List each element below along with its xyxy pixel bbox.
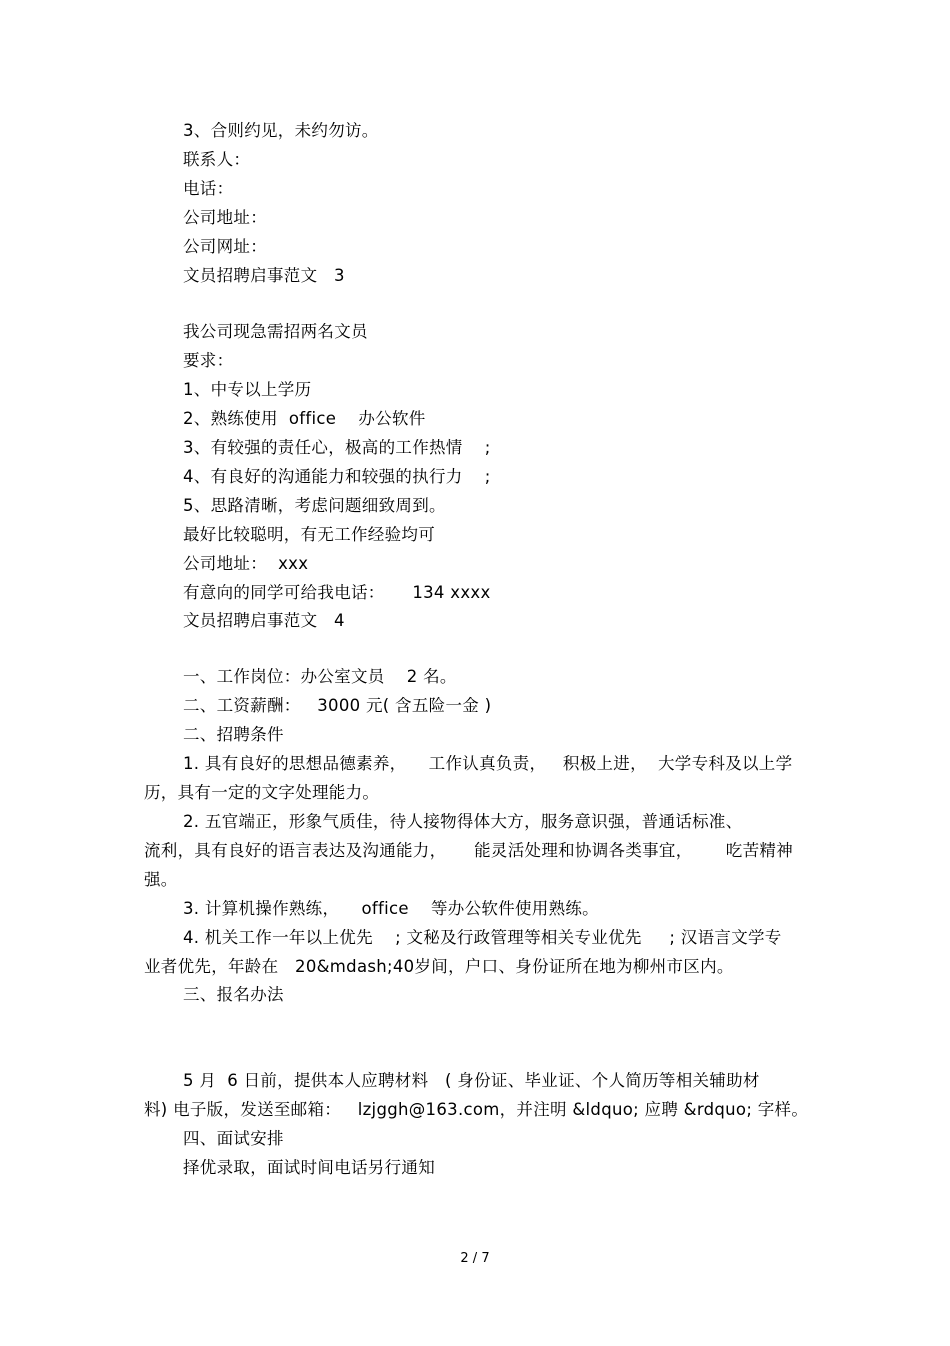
paragraph-line: 强。 bbox=[144, 870, 178, 889]
text-line: 最好比较聪明，有无工作经验均可 bbox=[183, 525, 435, 544]
paragraph-line: 5 月 6 日前，提供本人应聘材料 ( 身份证、毕业证、个人简历等相关辅助材 bbox=[183, 1071, 760, 1090]
list-item: 1、中专以上学历 bbox=[183, 380, 312, 399]
paragraph-line: 业者优先，年龄在 20&mdash;40岁间，户口、身份证所在地为柳州市区内。 bbox=[144, 957, 734, 976]
paragraph-line: 流利，具有良好的语言表达及沟通能力， 能灵活处理和协调各类事宜， 吃苦精神 bbox=[144, 841, 793, 860]
section-heading: 文员招聘启事范文 3 bbox=[183, 266, 345, 285]
text-line: 四、面试安排 bbox=[183, 1129, 284, 1148]
text-line: 公司网址： bbox=[183, 237, 267, 256]
text-line: 择优录取，面试时间电话另行通知 bbox=[183, 1158, 435, 1177]
text-line: 有意向的同学可给我电话： 134 xxxx bbox=[183, 583, 491, 602]
paragraph-line: 料) 电子版，发送至邮箱： lzjggh@163.com，并注明 &ldquo; 应聘 &rdquo; 字样。 bbox=[144, 1100, 809, 1119]
text-line: 联系人： bbox=[183, 150, 251, 169]
text-line: 3、合则约见，未约勿访。 bbox=[183, 121, 379, 140]
section-heading: 文员招聘启事范文 4 bbox=[183, 611, 345, 630]
text-line: 公司地址： bbox=[183, 208, 267, 227]
list-item: 2、熟练使用 office 办公软件 bbox=[183, 409, 426, 428]
text-line: 二、工资薪酬： 3000 元( 含五险一金 ) bbox=[183, 696, 492, 715]
paragraph-line: 1. 具有良好的思想品德素养， 工作认真负责， 积极上进， 大学专科及以上学 bbox=[183, 754, 793, 773]
text-line: 我公司现急需招两名文员 bbox=[183, 322, 368, 341]
paragraph-line: 3. 计算机操作熟练， office 等办公软件使用熟练。 bbox=[183, 899, 599, 918]
paragraph-line: 历，具有一定的文字处理能力。 bbox=[144, 783, 380, 802]
text-line: 要求： bbox=[183, 351, 234, 370]
paragraph-line: 2. 五官端正，形象气质佳，待人接物得体大方，服务意识强，普通话标准、 bbox=[183, 812, 743, 831]
text-line: 一、工作岗位：办公室文员 2 名。 bbox=[183, 667, 457, 686]
text-line: 二、招聘条件 bbox=[183, 725, 284, 744]
text-line: 电话： bbox=[183, 179, 234, 198]
paragraph-line: 4. 机关工作一年以上优先 ; 文秘及行政管理等相关专业优先 ; 汉语言文学专 bbox=[183, 928, 782, 947]
list-item: 4、有良好的沟通能力和较强的执行力 ; bbox=[183, 467, 491, 486]
list-item: 5、思路清晰，考虑问题细致周到。 bbox=[183, 496, 446, 515]
page-number: 2 / 7 bbox=[460, 1251, 490, 1266]
text-line: 公司地址： xxx bbox=[183, 554, 309, 573]
list-item: 3、有较强的责任心，极高的工作热情 ; bbox=[183, 438, 491, 457]
text-line: 三、报名办法 bbox=[183, 985, 284, 1004]
